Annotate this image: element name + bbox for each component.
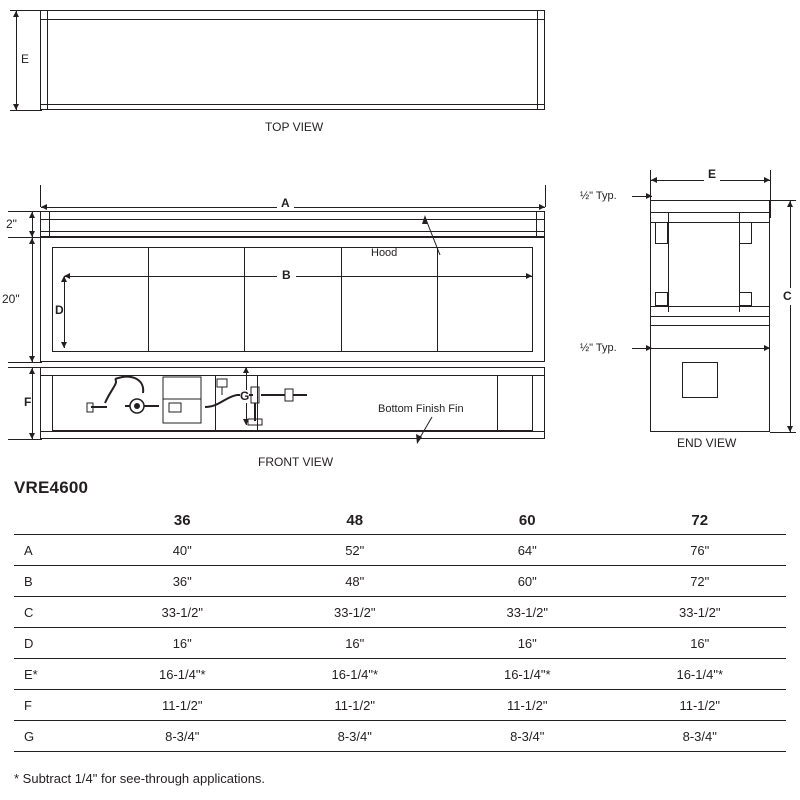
end-view-mid-left-bracket: [655, 292, 668, 306]
front-view-hood-inner-line-1: [41, 219, 544, 220]
front-view-a-label: A: [277, 197, 294, 210]
front-view-f-label: F: [24, 395, 32, 409]
end-view-c-arrow-up: [787, 201, 793, 207]
cell-b-36: 36": [96, 566, 269, 597]
front-view-2in-label: 2": [6, 217, 17, 231]
front-view-g-arrow-down: [243, 419, 249, 425]
end-view-e-arrow-left: [651, 177, 657, 183]
end-view-top-right-bracket: [739, 222, 752, 244]
front-view-mullion-3: [341, 247, 342, 352]
front-view-bottom-fin-leader: [398, 415, 448, 447]
front-view-hood-inner-line-2: [41, 231, 544, 232]
top-view-caption: TOP VIEW: [265, 120, 324, 134]
front-view-b-arrow-right: [526, 273, 532, 279]
front-view-hood-right-tick: [536, 212, 537, 236]
top-view-e-witness-bottom: [10, 110, 42, 111]
end-view-e-ext-right: [770, 170, 771, 218]
end-view-c-arrow-down: [787, 426, 793, 432]
cell-a-72: 76": [614, 535, 787, 566]
front-view-d-label: D: [55, 303, 64, 317]
row-label-a: A: [14, 535, 96, 566]
cell-d-48: 16": [269, 628, 442, 659]
front-view-2in-ext: [32, 211, 33, 237]
end-view-c-label: C: [783, 289, 792, 303]
header-cell-48: 48: [269, 505, 442, 535]
front-view-mullion-4: [437, 247, 438, 352]
front-view-hood-leader: [395, 213, 455, 257]
top-view-right-end-tick: [537, 11, 538, 109]
cell-b-48: 48": [269, 566, 442, 597]
row-label-c: C: [14, 597, 96, 628]
header-cell-72: 72: [614, 505, 787, 535]
front-view-hood-left-tick: [49, 212, 50, 236]
top-view-e-extension-left: [16, 10, 17, 110]
spec-table: [14, 505, 786, 752]
front-view-a-arrow-right: [539, 204, 545, 210]
front-view-d-arrow-down: [61, 342, 67, 348]
cell-b-72: 72": [614, 566, 787, 597]
end-view-vent-square: [682, 362, 718, 398]
end-view-e-label: E: [704, 168, 720, 181]
row-label-d: D: [14, 628, 96, 659]
cell-c-72: 33-1/2": [614, 597, 787, 628]
end-view-mid-right-bracket: [739, 292, 752, 306]
cell-a-60: 64": [441, 535, 614, 566]
front-view-a-arrow-left: [41, 204, 47, 210]
end-view-left-inner-wall: [668, 212, 669, 312]
cell-c-36: 33-1/2": [96, 597, 269, 628]
front-view-d-arrow-up: [61, 276, 67, 282]
cell-d-60: 16": [441, 628, 614, 659]
front-view-mullion-1: [148, 247, 149, 352]
cell-a-48: 52": [269, 535, 442, 566]
cell-b-60: 60": [441, 566, 614, 597]
front-view-f-arrow-up: [29, 368, 35, 374]
cell-e-72: 16-1/4"*: [614, 659, 787, 690]
front-view-20in-witness-bottom: [8, 362, 42, 363]
front-view-20in-arrow-up: [29, 238, 35, 244]
front-view-base-divider-3: [497, 376, 498, 431]
front-view-bottom-fin-callout-label: Bottom Finish Fin: [378, 403, 464, 415]
front-view-gas-plumbing-detail: [85, 373, 325, 435]
header-cell-36: 36: [96, 505, 269, 535]
cell-f-72: 11-1/2": [614, 690, 787, 721]
end-view-typ-bottom-label: ½" Typ.: [580, 342, 617, 354]
front-view-drawing: [0, 175, 580, 475]
end-view-drawing: [580, 160, 800, 450]
front-view-firebox-inner: [52, 247, 533, 352]
top-view-outer-body: [40, 10, 545, 110]
front-view-20in-label: 20": [2, 292, 20, 306]
cell-e-48: 16-1/4"*: [269, 659, 442, 690]
front-view-a-ext-right: [545, 185, 546, 207]
front-view-2in-witness-top: [8, 211, 42, 212]
end-view-c-witness-bottom: [770, 432, 796, 433]
cell-d-72: 16": [614, 628, 787, 659]
end-view-caption: END VIEW: [677, 436, 737, 450]
cell-a-36: 40": [96, 535, 269, 566]
front-view-20in-witness-top: [8, 237, 42, 238]
table-row: [14, 597, 786, 628]
front-view-20in-arrow-down: [29, 356, 35, 362]
front-view-g-arrow-up: [243, 367, 249, 373]
top-view-bottom-inner-line: [41, 104, 544, 105]
cell-d-36: 16": [96, 628, 269, 659]
cell-g-48: 8-3/4": [269, 721, 442, 752]
table-row: [14, 566, 786, 597]
end-view-top-left-bracket: [655, 222, 668, 244]
row-label-f: F: [14, 690, 96, 721]
front-view-b-dim-line: [64, 276, 532, 277]
front-view-caption: FRONT VIEW: [258, 455, 334, 469]
cell-f-36: 11-1/2": [96, 690, 269, 721]
table-row: [14, 690, 786, 721]
end-view-typ-bottom-arrow-right: [764, 345, 770, 351]
front-view-g-label: G: [240, 389, 250, 403]
cell-e-36: 16-1/4"*: [96, 659, 269, 690]
end-view-typ-top-arrow: [646, 193, 652, 199]
table-row: [14, 535, 786, 566]
top-view-left-end-tick: [47, 11, 48, 109]
end-view-typ-bottom-dim-line: [652, 348, 770, 349]
model-title: VRE4600: [14, 478, 89, 497]
cell-g-72: 8-3/4": [614, 721, 787, 752]
end-view-mid-band-line-1: [651, 306, 769, 307]
cell-f-48: 11-1/2": [269, 690, 442, 721]
table-row: [14, 628, 786, 659]
cell-f-60: 11-1/2": [441, 690, 614, 721]
header-cell-blank: [14, 505, 96, 535]
end-view-mid-band-line-3: [651, 325, 769, 326]
front-view-d-dim-line: [64, 276, 65, 348]
front-view-f-witness-bottom: [8, 439, 42, 440]
row-label-b: B: [14, 566, 96, 597]
front-view-f-witness-top: [8, 367, 42, 368]
front-view-hood-callout-label: Hood: [371, 247, 398, 259]
row-label-g: G: [14, 721, 96, 752]
front-view-hood-band: [40, 211, 545, 237]
table-row: [14, 659, 786, 690]
top-view-e-label: E: [21, 52, 30, 66]
front-view-b-label: B: [277, 269, 296, 282]
cell-g-60: 8-3/4": [441, 721, 614, 752]
top-view-drawing: [0, 0, 560, 145]
table-footnote: * Subtract 1/4" for see-through applications.: [14, 771, 266, 786]
end-view-c-dim-line: [790, 200, 791, 432]
end-view-typ-top-label: ½" Typ.: [580, 190, 617, 202]
top-view-e-arrow-up: [13, 11, 19, 17]
row-label-e: E*: [14, 659, 96, 690]
end-view-e-arrow-right: [764, 177, 770, 183]
table-row: [14, 721, 786, 752]
cell-c-48: 33-1/2": [269, 597, 442, 628]
cell-e-60: 16-1/4"*: [441, 659, 614, 690]
top-view-e-arrow-down: [13, 104, 19, 110]
header-cell-60: 60: [441, 505, 614, 535]
table-header-row: [14, 505, 786, 535]
front-view-f-arrow-down: [29, 433, 35, 439]
cell-g-36: 8-3/4": [96, 721, 269, 752]
front-view-mullion-2: [244, 247, 245, 352]
front-view-20in-ext: [32, 237, 33, 362]
top-view-lip-line: [41, 19, 544, 20]
front-view-f-ext: [32, 367, 33, 439]
end-view-mid-band-line-2: [651, 316, 769, 317]
cell-c-60: 33-1/2": [441, 597, 614, 628]
